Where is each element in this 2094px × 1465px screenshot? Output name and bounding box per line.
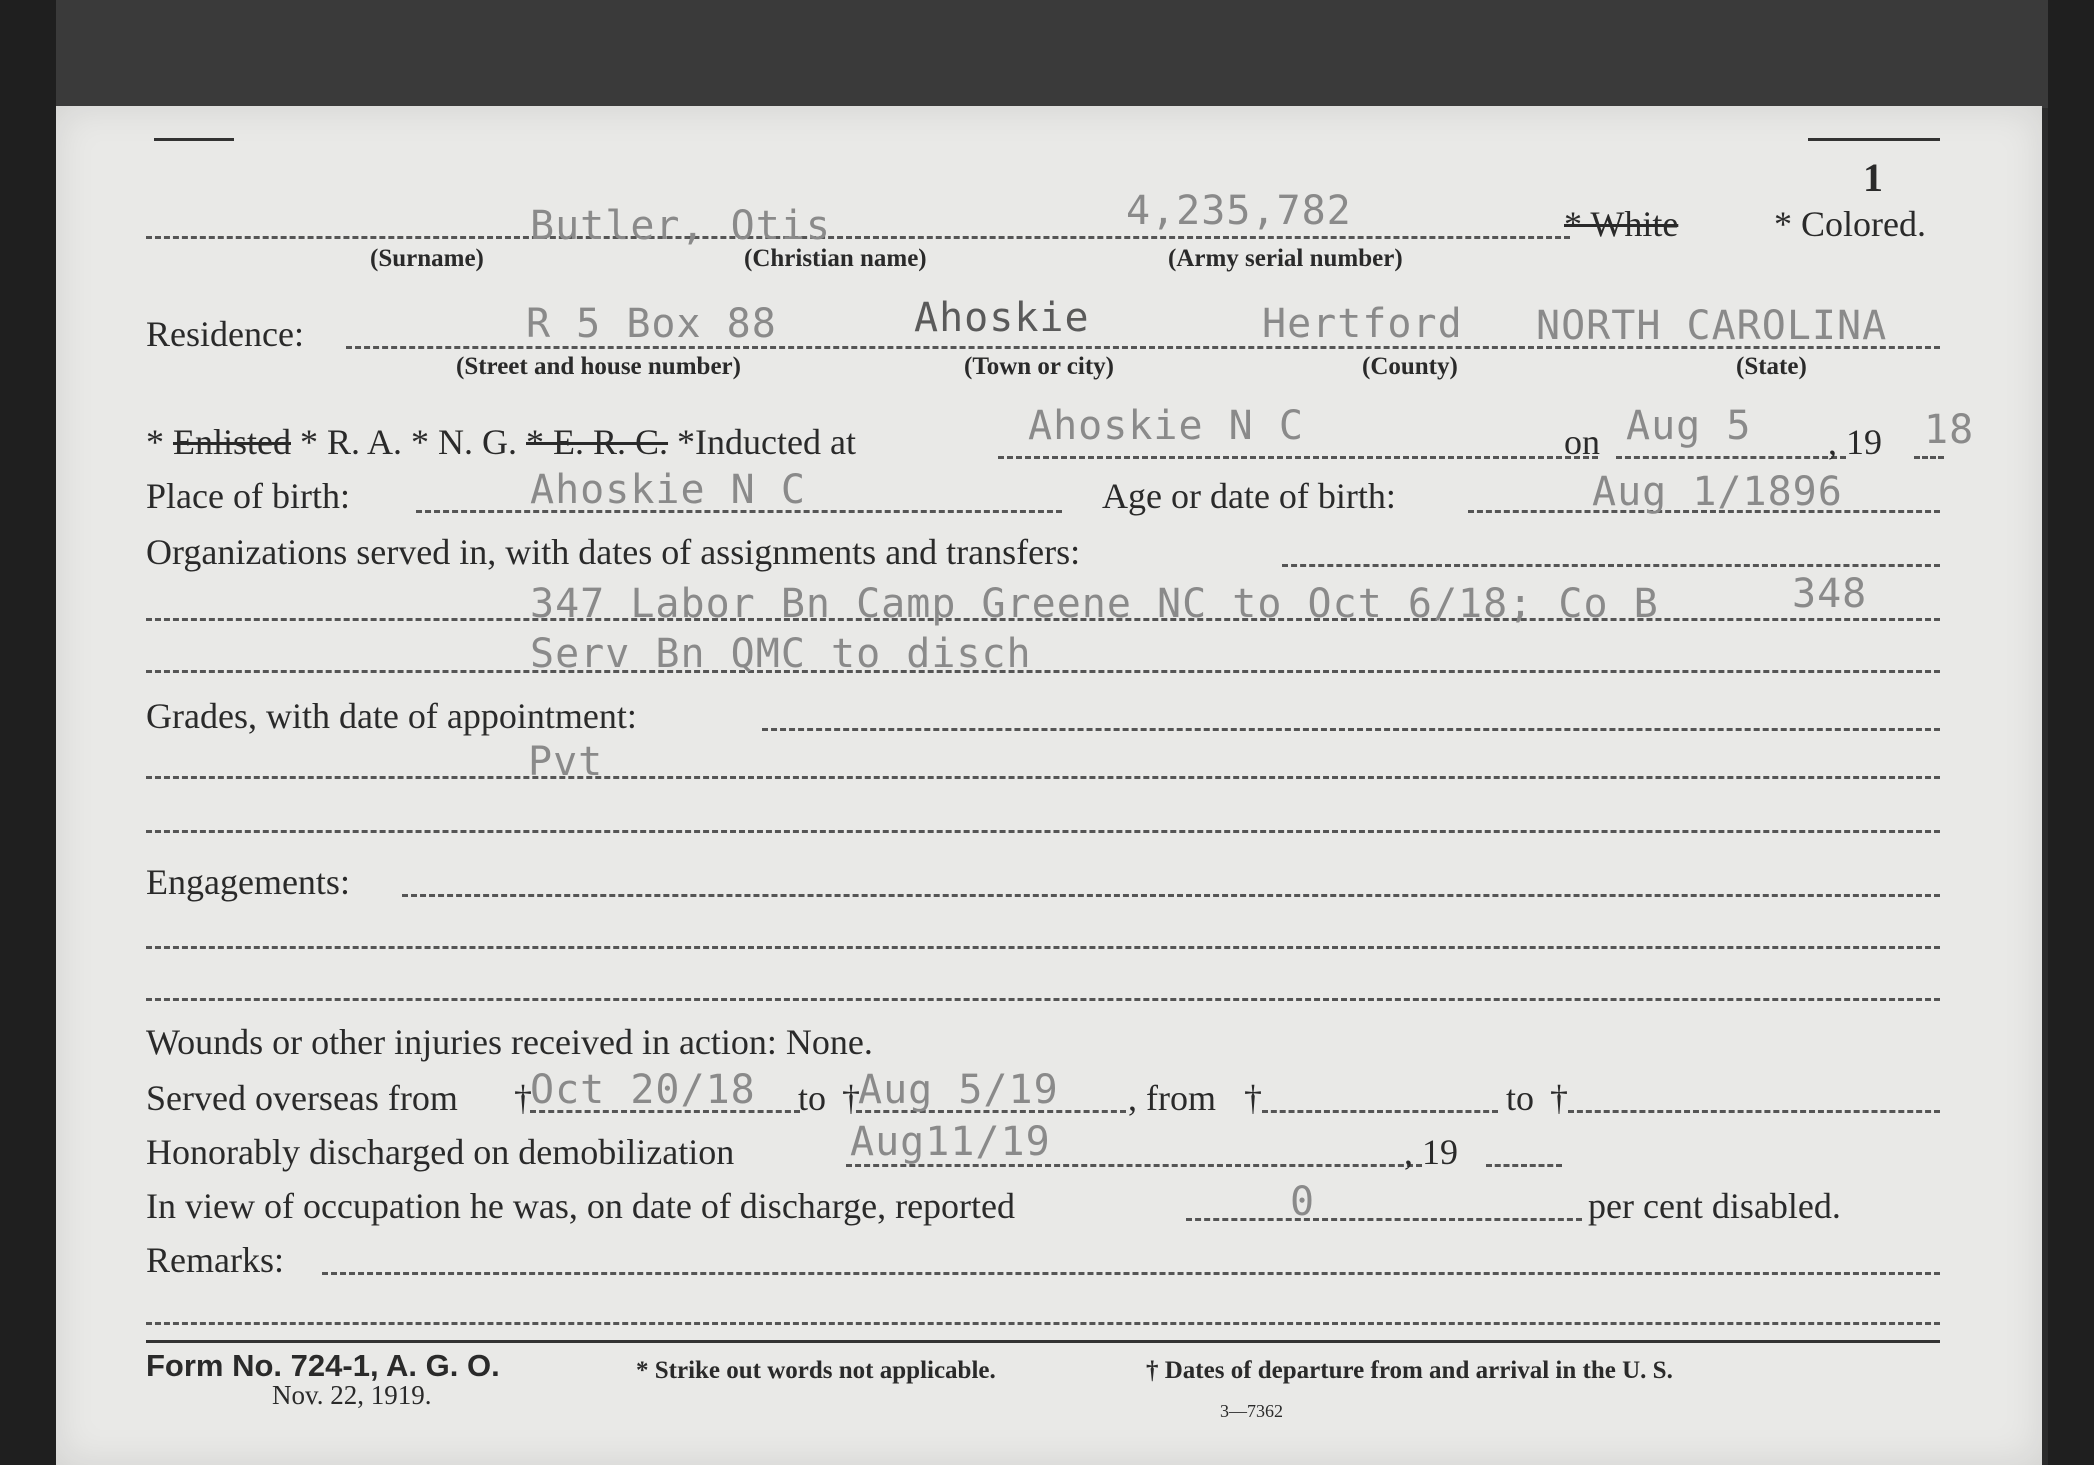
disability-dotted-line <box>1186 1218 1582 1221</box>
enlisted-star: * <box>146 422 164 462</box>
grades-label: Grades, with date of appointment: <box>146 696 637 736</box>
organizations-line-2: Serv Bn QMC to disch <box>530 631 1032 677</box>
inducted-date-dotted-line <box>1616 456 1846 459</box>
serial-value: 4,235,782 <box>1126 188 1352 234</box>
inducted-option: *Inducted at <box>677 422 856 462</box>
residence-town: Ahoskie <box>914 295 1090 341</box>
engagements-dotted-line-2 <box>146 946 1940 949</box>
disability-value: 0 <box>1290 1179 1316 1225</box>
erc-option: * E. R. C. <box>526 422 669 462</box>
form-number: Form No. 724-1, A. G. O. <box>146 1348 500 1383</box>
street-label: (Street and house number) <box>456 353 741 380</box>
remarks-dotted-line-1 <box>322 1272 1940 1275</box>
grades-dotted-line-3 <box>146 830 1940 833</box>
top-left-rule <box>154 138 234 141</box>
footnote-dates: † Dates of departure from and arrival in the U. S. <box>1146 1357 1673 1384</box>
footnote-strike: * Strike out words not applicable. <box>636 1357 996 1384</box>
top-right-rule <box>1808 138 1940 141</box>
inducted-place-value: Ahoskie N C <box>1028 403 1304 449</box>
disability-label: In view of occupation he was, on date of discharge, reported <box>146 1186 1016 1226</box>
wounds-value: None. <box>785 1022 873 1062</box>
serial-label: (Army serial number) <box>1168 245 1403 272</box>
grades-dotted-line-1 <box>762 728 1940 731</box>
discharge-year-prefix: , 19 <box>1404 1132 1458 1172</box>
overseas-from-value: Oct 20/18 <box>530 1067 756 1113</box>
ng-option: * N. G. <box>411 422 518 462</box>
grades-value: Pvt <box>528 739 604 785</box>
race-white-text: * White <box>1564 204 1679 244</box>
engagements-dotted-line-1 <box>402 894 1940 897</box>
surname-label: (Surname) <box>370 245 484 272</box>
county-label: (County) <box>1362 353 1458 380</box>
discharge-value: Aug11/19 <box>850 1119 1051 1165</box>
age-label: Age or date of birth: <box>1102 476 1396 516</box>
overseas-to-value: Aug 5/19 <box>858 1067 1059 1113</box>
wounds-line <box>146 1024 873 1060</box>
overseas-to-label: to <box>798 1078 827 1118</box>
race-colored: * Colored. <box>1774 204 1926 244</box>
grades-dotted-line-2 <box>146 776 1940 779</box>
print-code: 3—7362 <box>1220 1401 1283 1421</box>
residence-county: Hertford <box>1262 301 1463 347</box>
overseas-dagger-1: † <box>514 1078 532 1118</box>
inducted-year-value: 18 <box>1924 407 1975 453</box>
discharge-label: Honorably discharged on demobilization <box>146 1132 735 1172</box>
engagements-dotted-line-3 <box>146 998 1940 1001</box>
enlisted-option: Enlisted <box>173 422 291 462</box>
overseas-label: Served overseas from <box>146 1078 458 1118</box>
scan-background-left <box>0 0 56 1465</box>
overseas-from2-dotted-line <box>1262 1110 1498 1113</box>
residence-label: Residence: <box>146 314 304 354</box>
inducted-date-value: Aug 5 <box>1626 403 1752 449</box>
ra-option: * R. A. <box>299 422 403 462</box>
residence-street: R 5 Box 88 <box>526 301 777 347</box>
organizations-label: Organizations served in, with dates of assignments and transfers: <box>146 532 1081 572</box>
inducted-place-dotted-line <box>998 456 1598 459</box>
christian-name-label: (Christian name) <box>744 245 927 272</box>
engagements-label: Engagements: <box>146 862 350 902</box>
overseas-dagger-4: † <box>1550 1078 1568 1118</box>
remarks-label: Remarks: <box>146 1240 284 1280</box>
state-label: (State) <box>1736 353 1807 380</box>
inducted-year-dotted-line <box>1914 456 1944 459</box>
overseas-to2-dotted-line <box>1568 1110 1940 1113</box>
name-value: Butler, Otis <box>530 203 831 249</box>
organizations-line-1: 347 Labor Bn Camp Greene NC to Oct 6/18; Co B <box>530 581 1659 627</box>
header-dotted-line <box>146 236 1570 239</box>
inducted-year-prefix: , 19 <box>1828 422 1882 462</box>
organizations-dotted-line-1 <box>1282 564 1940 567</box>
footer-rule <box>146 1340 1940 1343</box>
card-number: 1 <box>1863 155 1883 200</box>
overseas-dagger-2: † <box>842 1078 860 1118</box>
disability-suffix: per cent disabled. <box>1588 1186 1841 1226</box>
overseas-to2-label: to <box>1506 1078 1535 1118</box>
overseas-from2-label: , from <box>1128 1078 1216 1118</box>
town-label: (Town or city) <box>964 353 1114 380</box>
race-white <box>1564 206 1678 242</box>
place-of-birth-value: Ahoskie N C <box>530 467 806 513</box>
inducted-on-label: on <box>1564 422 1600 462</box>
form-date: Nov. 22, 1919. <box>272 1380 432 1410</box>
wounds-label: Wounds or other injuries received in action: <box>146 1022 777 1062</box>
scan-background-right <box>2048 0 2094 1465</box>
service-record-card <box>56 106 2042 1465</box>
induction-line <box>146 424 856 460</box>
age-value: Aug 1/1896 <box>1592 469 1843 515</box>
overseas-dagger-3: † <box>1244 1078 1262 1118</box>
place-of-birth-label: Place of birth: <box>146 476 350 516</box>
discharge-year-dotted-line <box>1486 1164 1562 1167</box>
organizations-line-1-sup: 348 <box>1792 571 1868 617</box>
remarks-dotted-line-2 <box>146 1322 1940 1325</box>
scan-background-top <box>0 0 2094 108</box>
organizations-dotted-line-3 <box>146 670 1940 673</box>
residence-state: NORTH CAROLINA <box>1536 303 1888 349</box>
